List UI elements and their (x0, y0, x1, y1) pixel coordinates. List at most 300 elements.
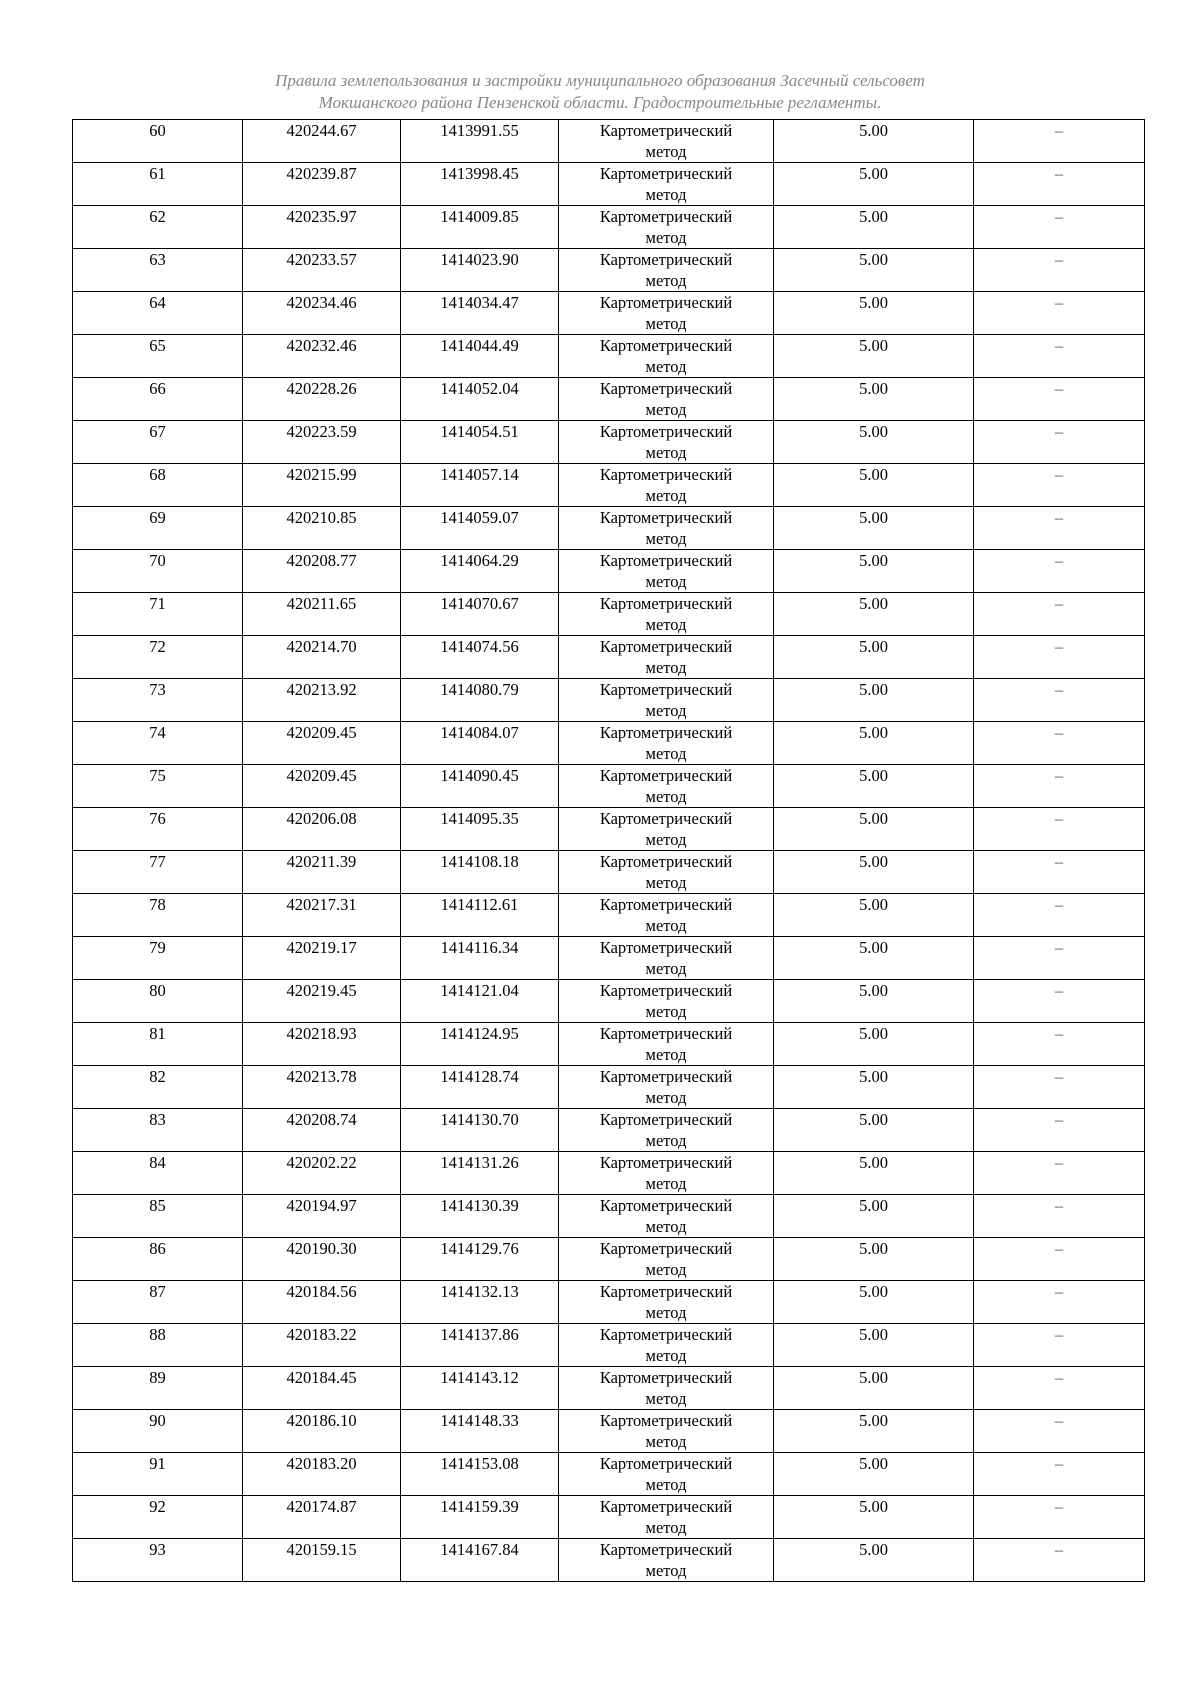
table-row (73, 937, 1145, 980)
method-cell (559, 1539, 774, 1582)
method-line-1: Картометрический (599, 465, 733, 484)
x-coordinate-cell: 420209.45 (243, 722, 401, 765)
table-row (73, 249, 1145, 292)
table-row (73, 1066, 1145, 1109)
method-line-1: Картометрический (599, 422, 733, 441)
point-number-cell: 66 (73, 378, 243, 421)
method-line-2: метод (645, 1303, 687, 1322)
x-coordinate-cell: 420174.87 (243, 1496, 401, 1539)
table-row (73, 507, 1145, 550)
x-coordinate-cell: 420234.46 (243, 292, 401, 335)
y-coordinate-cell: 1414128.74 (401, 1066, 559, 1109)
point-number-cell: 84 (73, 1152, 243, 1195)
point-number-cell: 89 (73, 1367, 243, 1410)
method-cell (559, 593, 774, 636)
y-coordinate-cell: 1414143.12 (401, 1367, 559, 1410)
table-row (73, 1281, 1145, 1324)
accuracy-cell: 5.00 (774, 163, 974, 206)
point-number-cell: 80 (73, 980, 243, 1023)
method-cell (559, 980, 774, 1023)
table-row (73, 378, 1145, 421)
point-number-cell: 81 (73, 1023, 243, 1066)
x-coordinate-cell: 420214.70 (243, 636, 401, 679)
y-coordinate-cell: 1414159.39 (401, 1496, 559, 1539)
y-coordinate-cell: 1414009.85 (401, 206, 559, 249)
point-number-cell: 61 (73, 163, 243, 206)
accuracy-cell: 5.00 (774, 335, 974, 378)
method-cell (559, 1410, 774, 1453)
method-line-2: метод (645, 787, 687, 806)
method-line-1: Картометрический (599, 121, 733, 140)
table-row (73, 1324, 1145, 1367)
accuracy-cell: 5.00 (774, 937, 974, 980)
method-line-1: Картометрический (599, 293, 733, 312)
note-cell: – (974, 636, 1145, 679)
x-coordinate-cell: 420206.08 (243, 808, 401, 851)
method-line-1: Картометрический (599, 1110, 733, 1129)
method-line-2: метод (645, 443, 687, 462)
accuracy-cell: 5.00 (774, 1066, 974, 1109)
accuracy-cell: 5.00 (774, 980, 974, 1023)
x-coordinate-cell: 420235.97 (243, 206, 401, 249)
method-line-2: метод (645, 1389, 687, 1408)
y-coordinate-cell: 1414070.67 (401, 593, 559, 636)
method-cell (559, 1023, 774, 1066)
y-coordinate-cell: 1414112.61 (401, 894, 559, 937)
note-cell: – (974, 1238, 1145, 1281)
accuracy-cell: 5.00 (774, 249, 974, 292)
y-coordinate-cell: 1414052.04 (401, 378, 559, 421)
accuracy-cell: 5.00 (774, 894, 974, 937)
note-cell: – (974, 249, 1145, 292)
method-cell (559, 851, 774, 894)
note-cell: – (974, 507, 1145, 550)
method-line-1: Картометрический (599, 250, 733, 269)
note-cell: – (974, 335, 1145, 378)
method-line-1: Картометрический (599, 981, 733, 1000)
point-number-cell: 68 (73, 464, 243, 507)
method-cell (559, 1324, 774, 1367)
method-cell (559, 550, 774, 593)
method-line-2: метод (645, 1088, 687, 1107)
method-line-2: метод (645, 142, 687, 161)
x-coordinate-cell: 420223.59 (243, 421, 401, 464)
y-coordinate-cell: 1414090.45 (401, 765, 559, 808)
y-coordinate-cell: 1414084.07 (401, 722, 559, 765)
note-cell: – (974, 1109, 1145, 1152)
accuracy-cell: 5.00 (774, 1152, 974, 1195)
method-line-2: метод (645, 400, 687, 419)
table-row (73, 1539, 1145, 1582)
y-coordinate-cell: 1414044.49 (401, 335, 559, 378)
point-number-cell: 91 (73, 1453, 243, 1496)
method-line-2: метод (645, 701, 687, 720)
note-cell: – (974, 163, 1145, 206)
note-cell: – (974, 1066, 1145, 1109)
accuracy-cell: 5.00 (774, 1195, 974, 1238)
x-coordinate-cell: 420186.10 (243, 1410, 401, 1453)
y-coordinate-cell: 1414074.56 (401, 636, 559, 679)
method-line-1: Картометрический (599, 551, 733, 570)
y-coordinate-cell: 1414064.29 (401, 550, 559, 593)
method-line-2: метод (645, 1217, 687, 1236)
y-coordinate-cell: 1414057.14 (401, 464, 559, 507)
note-cell: – (974, 1539, 1145, 1582)
note-cell: – (974, 980, 1145, 1023)
method-line-1: Картометрический (599, 336, 733, 355)
y-coordinate-cell: 1413998.45 (401, 163, 559, 206)
accuracy-cell: 5.00 (774, 808, 974, 851)
table-row (73, 1496, 1145, 1539)
note-cell: – (974, 378, 1145, 421)
method-cell (559, 765, 774, 808)
point-number-cell: 82 (73, 1066, 243, 1109)
point-number-cell: 83 (73, 1109, 243, 1152)
point-number-cell: 64 (73, 292, 243, 335)
x-coordinate-cell: 420213.92 (243, 679, 401, 722)
point-number-cell: 65 (73, 335, 243, 378)
note-cell: – (974, 1023, 1145, 1066)
y-coordinate-cell: 1414034.47 (401, 292, 559, 335)
x-coordinate-cell: 420208.77 (243, 550, 401, 593)
method-line-1: Картометрический (599, 1411, 733, 1430)
point-number-cell: 62 (73, 206, 243, 249)
note-cell: – (974, 292, 1145, 335)
method-cell (559, 1066, 774, 1109)
note-cell: – (974, 1367, 1145, 1410)
method-line-2: метод (645, 873, 687, 892)
table-row (73, 1152, 1145, 1195)
x-coordinate-cell: 420208.74 (243, 1109, 401, 1152)
table-row (73, 206, 1145, 249)
method-line-2: метод (645, 185, 687, 204)
accuracy-cell: 5.00 (774, 550, 974, 593)
accuracy-cell: 5.00 (774, 765, 974, 808)
point-number-cell: 73 (73, 679, 243, 722)
accuracy-cell: 5.00 (774, 1496, 974, 1539)
method-cell (559, 292, 774, 335)
x-coordinate-cell: 420213.78 (243, 1066, 401, 1109)
point-number-cell: 75 (73, 765, 243, 808)
method-line-2: метод (645, 1475, 687, 1494)
accuracy-cell: 5.00 (774, 464, 974, 507)
note-cell: – (974, 1324, 1145, 1367)
method-cell (559, 249, 774, 292)
method-cell (559, 1453, 774, 1496)
method-line-1: Картометрический (599, 637, 733, 656)
point-number-cell: 86 (73, 1238, 243, 1281)
header-line-1: Правила землепользования и застройки муниципального образования Засечный сельсовет (275, 71, 925, 90)
method-cell (559, 507, 774, 550)
method-cell (559, 1496, 774, 1539)
accuracy-cell: 5.00 (774, 1539, 974, 1582)
method-line-2: метод (645, 1174, 687, 1193)
y-coordinate-cell: 1414121.04 (401, 980, 559, 1023)
point-number-cell: 93 (73, 1539, 243, 1582)
method-line-2: метод (645, 357, 687, 376)
method-line-2: метод (645, 1561, 687, 1580)
method-cell (559, 937, 774, 980)
y-coordinate-cell: 1414130.70 (401, 1109, 559, 1152)
note-cell: – (974, 1152, 1145, 1195)
method-line-1: Картометрический (599, 809, 733, 828)
note-cell: – (974, 894, 1145, 937)
y-coordinate-cell: 1414167.84 (401, 1539, 559, 1582)
y-coordinate-cell: 1414095.35 (401, 808, 559, 851)
table-row (73, 722, 1145, 765)
method-line-1: Картометрический (599, 680, 733, 699)
method-cell (559, 1281, 774, 1324)
table-row (73, 765, 1145, 808)
note-cell: – (974, 120, 1145, 163)
method-line-2: метод (645, 1260, 687, 1279)
method-line-1: Картометрический (599, 1239, 733, 1258)
x-coordinate-cell: 420184.56 (243, 1281, 401, 1324)
method-line-1: Картометрический (599, 1153, 733, 1172)
method-line-1: Картометрический (599, 1282, 733, 1301)
method-line-1: Картометрический (599, 1540, 733, 1559)
table-row (73, 894, 1145, 937)
point-number-cell: 85 (73, 1195, 243, 1238)
table-row (73, 1453, 1145, 1496)
method-line-2: метод (645, 1518, 687, 1537)
method-cell (559, 1238, 774, 1281)
point-number-cell: 90 (73, 1410, 243, 1453)
x-coordinate-cell: 420210.85 (243, 507, 401, 550)
table-row (73, 163, 1145, 206)
table-row (73, 593, 1145, 636)
table-row (73, 1109, 1145, 1152)
method-line-2: метод (645, 658, 687, 677)
point-number-cell: 79 (73, 937, 243, 980)
method-line-2: метод (645, 916, 687, 935)
y-coordinate-cell: 1413991.55 (401, 120, 559, 163)
table-body (73, 120, 1145, 1582)
x-coordinate-cell: 420183.20 (243, 1453, 401, 1496)
x-coordinate-cell: 420233.57 (243, 249, 401, 292)
method-line-1: Картометрический (599, 895, 733, 914)
table-row (73, 808, 1145, 851)
accuracy-cell: 5.00 (774, 722, 974, 765)
x-coordinate-cell: 420194.97 (243, 1195, 401, 1238)
method-cell (559, 378, 774, 421)
method-line-1: Картометрический (599, 1497, 733, 1516)
point-number-cell: 69 (73, 507, 243, 550)
method-cell (559, 679, 774, 722)
method-line-2: метод (645, 959, 687, 978)
method-line-2: метод (645, 228, 687, 247)
table-row (73, 1410, 1145, 1453)
method-line-1: Картометрический (599, 508, 733, 527)
method-line-1: Картометрический (599, 1196, 733, 1215)
note-cell: – (974, 206, 1145, 249)
coordinates-table (72, 119, 1145, 1582)
note-cell: – (974, 937, 1145, 980)
method-line-2: метод (645, 572, 687, 591)
table-row (73, 335, 1145, 378)
method-cell (559, 1195, 774, 1238)
method-cell (559, 120, 774, 163)
method-cell (559, 636, 774, 679)
method-line-2: метод (645, 830, 687, 849)
method-cell (559, 464, 774, 507)
x-coordinate-cell: 420219.17 (243, 937, 401, 980)
method-line-2: метод (645, 529, 687, 548)
method-line-1: Картометрический (599, 594, 733, 613)
y-coordinate-cell: 1414153.08 (401, 1453, 559, 1496)
method-line-2: метод (645, 1131, 687, 1150)
method-cell (559, 421, 774, 464)
y-coordinate-cell: 1414130.39 (401, 1195, 559, 1238)
x-coordinate-cell: 420184.45 (243, 1367, 401, 1410)
point-number-cell: 88 (73, 1324, 243, 1367)
y-coordinate-cell: 1414023.90 (401, 249, 559, 292)
accuracy-cell: 5.00 (774, 421, 974, 464)
y-coordinate-cell: 1414124.95 (401, 1023, 559, 1066)
accuracy-cell: 5.00 (774, 120, 974, 163)
y-coordinate-cell: 1414116.34 (401, 937, 559, 980)
method-cell (559, 206, 774, 249)
accuracy-cell: 5.00 (774, 1238, 974, 1281)
x-coordinate-cell: 420239.87 (243, 163, 401, 206)
note-cell: – (974, 464, 1145, 507)
method-cell (559, 808, 774, 851)
point-number-cell: 76 (73, 808, 243, 851)
x-coordinate-cell: 420159.15 (243, 1539, 401, 1582)
note-cell: – (974, 722, 1145, 765)
note-cell: – (974, 1195, 1145, 1238)
method-line-2: метод (645, 1432, 687, 1451)
table-row (73, 421, 1145, 464)
method-line-1: Картометрический (599, 938, 733, 957)
x-coordinate-cell: 420215.99 (243, 464, 401, 507)
accuracy-cell: 5.00 (774, 1453, 974, 1496)
table-row (73, 636, 1145, 679)
y-coordinate-cell: 1414108.18 (401, 851, 559, 894)
point-number-cell: 60 (73, 120, 243, 163)
table-row (73, 120, 1145, 163)
x-coordinate-cell: 420217.31 (243, 894, 401, 937)
point-number-cell: 74 (73, 722, 243, 765)
method-line-1: Картометрический (599, 852, 733, 871)
table-row (73, 1195, 1145, 1238)
point-number-cell: 70 (73, 550, 243, 593)
note-cell: – (974, 679, 1145, 722)
x-coordinate-cell: 420219.45 (243, 980, 401, 1023)
x-coordinate-cell: 420244.67 (243, 120, 401, 163)
method-line-1: Картометрический (599, 766, 733, 785)
method-line-1: Картометрический (599, 1067, 733, 1086)
table-row (73, 980, 1145, 1023)
method-line-2: метод (645, 486, 687, 505)
table-row (73, 1238, 1145, 1281)
y-coordinate-cell: 1414129.76 (401, 1238, 559, 1281)
x-coordinate-cell: 420183.22 (243, 1324, 401, 1367)
x-coordinate-cell: 420232.46 (243, 335, 401, 378)
accuracy-cell: 5.00 (774, 507, 974, 550)
note-cell: – (974, 765, 1145, 808)
method-line-1: Картометрический (599, 1368, 733, 1387)
method-line-2: метод (645, 314, 687, 333)
y-coordinate-cell: 1414137.86 (401, 1324, 559, 1367)
method-cell (559, 1109, 774, 1152)
x-coordinate-cell: 420228.26 (243, 378, 401, 421)
method-line-1: Картометрический (599, 723, 733, 742)
accuracy-cell: 5.00 (774, 1109, 974, 1152)
method-line-2: метод (645, 271, 687, 290)
accuracy-cell: 5.00 (774, 1324, 974, 1367)
method-line-2: метод (645, 615, 687, 634)
method-line-1: Картометрический (599, 379, 733, 398)
table-row (73, 1023, 1145, 1066)
accuracy-cell: 5.00 (774, 679, 974, 722)
note-cell: – (974, 1496, 1145, 1539)
method-cell (559, 163, 774, 206)
method-cell (559, 335, 774, 378)
method-line-2: метод (645, 744, 687, 763)
note-cell: – (974, 421, 1145, 464)
method-line-2: метод (645, 1045, 687, 1064)
page-header (0, 70, 1200, 114)
y-coordinate-cell: 1414080.79 (401, 679, 559, 722)
x-coordinate-cell: 420202.22 (243, 1152, 401, 1195)
accuracy-cell: 5.00 (774, 1281, 974, 1324)
point-number-cell: 78 (73, 894, 243, 937)
x-coordinate-cell: 420211.39 (243, 851, 401, 894)
y-coordinate-cell: 1414132.13 (401, 1281, 559, 1324)
accuracy-cell: 5.00 (774, 1023, 974, 1066)
point-number-cell: 67 (73, 421, 243, 464)
method-cell (559, 722, 774, 765)
table-row (73, 679, 1145, 722)
point-number-cell: 71 (73, 593, 243, 636)
note-cell: – (974, 808, 1145, 851)
y-coordinate-cell: 1414059.07 (401, 507, 559, 550)
accuracy-cell: 5.00 (774, 292, 974, 335)
accuracy-cell: 5.00 (774, 593, 974, 636)
x-coordinate-cell: 420209.45 (243, 765, 401, 808)
point-number-cell: 77 (73, 851, 243, 894)
table-row (73, 464, 1145, 507)
method-cell (559, 894, 774, 937)
table-row (73, 851, 1145, 894)
accuracy-cell: 5.00 (774, 1410, 974, 1453)
method-line-2: метод (645, 1002, 687, 1021)
note-cell: – (974, 593, 1145, 636)
header-line-2: Мокшанского района Пензенской области. Градостроительные регламенты. (318, 93, 882, 112)
table-row (73, 292, 1145, 335)
method-line-1: Картометрический (599, 1454, 733, 1473)
method-cell (559, 1152, 774, 1195)
accuracy-cell: 5.00 (774, 206, 974, 249)
accuracy-cell: 5.00 (774, 1367, 974, 1410)
method-line-1: Картометрический (599, 207, 733, 226)
table-row (73, 550, 1145, 593)
table-row (73, 1367, 1145, 1410)
point-number-cell: 63 (73, 249, 243, 292)
method-line-2: метод (645, 1346, 687, 1365)
method-line-1: Картометрический (599, 1325, 733, 1344)
y-coordinate-cell: 1414148.33 (401, 1410, 559, 1453)
x-coordinate-cell: 420190.30 (243, 1238, 401, 1281)
x-coordinate-cell: 420218.93 (243, 1023, 401, 1066)
point-number-cell: 72 (73, 636, 243, 679)
accuracy-cell: 5.00 (774, 851, 974, 894)
note-cell: – (974, 1410, 1145, 1453)
accuracy-cell: 5.00 (774, 378, 974, 421)
method-line-1: Картометрический (599, 164, 733, 183)
note-cell: – (974, 1281, 1145, 1324)
